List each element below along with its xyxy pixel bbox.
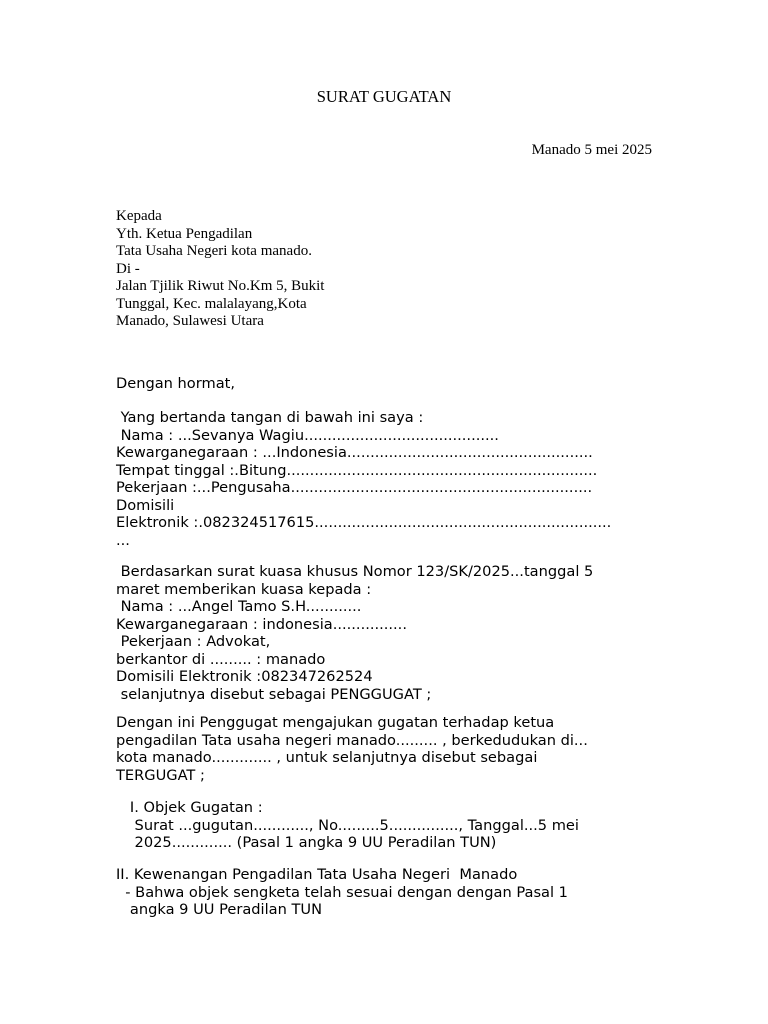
plaintiff-nationality: Kewarganegaraan : ...Indonesia.....................................................: [116, 444, 593, 461]
document-title: SURAT GUGATAN: [316, 87, 452, 106]
recipient-line: Tunggal, Kec. malalayang,Kota: [116, 295, 307, 312]
attorney-domicile: Domisili Elektronik :082347262524: [116, 668, 373, 685]
section-heading: II. Kewenangan Pengadilan Tata Usaha Negeri Manado: [116, 866, 518, 883]
plaintiff-identity-block: [116, 409, 656, 549]
section-line: - Bahwa objek sengketa telah sesuai dengan dengan Pasal 1: [116, 883, 568, 901]
attorney-occupation: Pekerjaan : Advokat,: [116, 633, 271, 650]
poa-intro-line: Berdasarkan surat kuasa khusus Nomor 123/SK/2025...tanggal 5: [116, 563, 594, 580]
attorney-office: berkantor di ......... : manado: [116, 650, 326, 668]
plaintiff-residence: Tempat tinggal :.Bitung...................................................................: [116, 461, 598, 479]
greeting-text: Dengan hormat,: [116, 375, 236, 392]
attorney-name: Nama : ...Angel Tamo S.H............: [116, 598, 362, 615]
defendant-line: TERGUGAT ;: [116, 766, 205, 784]
recipient-address-block: [116, 208, 324, 331]
letter-date: Manado 5 mei 2025: [531, 142, 652, 158]
plaintiff-domicile-value: Elektronik :.082324517615................................................................: [116, 514, 612, 531]
plaintiff-designation: selanjutnya disebut sebagai PENGGUGAT ;: [116, 685, 432, 703]
recipient-line: Di -: [116, 260, 140, 277]
section-object-of-claim: [116, 799, 656, 852]
recipient-line: Kepada: [116, 208, 162, 224]
defendant-line: kota manado............. , untuk selanjutnya disebut sebagai: [116, 749, 538, 766]
plaintiff-occupation: Pekerjaan :...Pengusaha.................................................................: [116, 479, 593, 496]
attorney-nationality: Kewarganegaraan : indonesia................: [116, 615, 407, 633]
greeting: [116, 375, 656, 393]
section-heading: I. Objek Gugatan :: [116, 799, 263, 816]
plaintiff-intro: Yang bertanda tangan di bawah ini saya :: [116, 409, 424, 426]
recipient-line: Jalan Tjilik Riwut No.Km 5, Bukit: [116, 278, 325, 294]
recipient-line: Manado, Sulawesi Utara: [116, 313, 264, 329]
plaintiff-domicile-label: Domisili: [116, 496, 175, 514]
section-line: angka 9 UU Peradilan TUN: [116, 901, 322, 918]
section-line: Surat ...gugutan............, No.........5..............., Tanggal...5 mei: [116, 816, 579, 834]
recipient-line: Tata Usaha Negeri kota manado.: [116, 243, 312, 259]
defendant-line: Dengan ini Penggugat mengajukan gugatan terhadap ketua: [116, 714, 555, 731]
power-of-attorney-block: [116, 563, 656, 703]
section-court-authority: [116, 866, 656, 919]
plaintiff-name: Nama : ...Sevanya Wagiu..........................................: [116, 426, 499, 444]
defendant-line: pengadilan Tata usaha negeri manado......... , berkedudukan di...: [116, 731, 588, 749]
section-line: 2025............. (Pasal 1 angka 9 UU Peradilan TUN): [116, 834, 497, 851]
plaintiff-domicile-continuation: ...: [116, 531, 130, 549]
defendant-block: [116, 714, 656, 784]
poa-intro-line: maret memberikan kuasa kepada :: [116, 580, 372, 598]
recipient-line: Yth. Ketua Pengadilan: [116, 225, 253, 242]
